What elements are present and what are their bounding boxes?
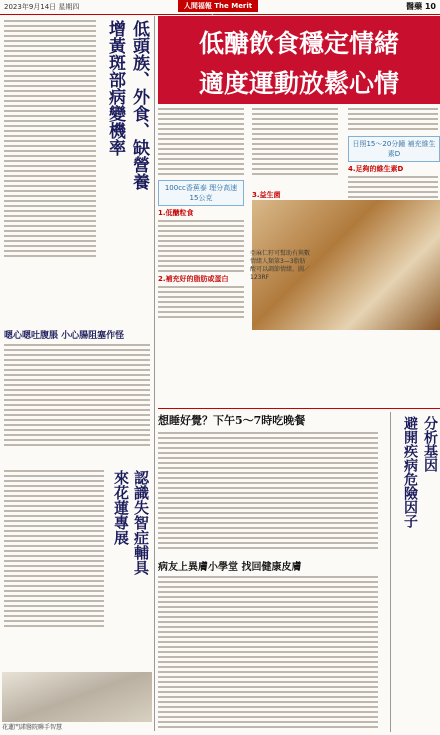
left-subarticle-body xyxy=(4,344,150,449)
dinner-article xyxy=(158,412,388,732)
left-lower-article xyxy=(2,470,152,670)
main-title-block xyxy=(158,16,440,104)
pull-quote-1: 100cc香蕉泰 理分高速15公克 xyxy=(158,180,244,206)
main-body-col1c xyxy=(158,286,244,321)
main-body-col1b xyxy=(158,220,244,275)
column-divider xyxy=(154,16,155,731)
section-head-1: 1.低醣粒食 xyxy=(158,209,194,217)
dementia-exhibit-photo xyxy=(2,672,152,722)
newspaper-logo: 人間福報 The Merit xyxy=(178,0,258,12)
left-headline-1: 低頭族、外食、缺營養 xyxy=(129,20,149,190)
gene-headline-2: 避開疾病危險因子 xyxy=(402,416,418,528)
gene-headline-1: 分析基因 xyxy=(422,416,438,472)
dinner-body xyxy=(158,432,378,552)
section-head-2: 2.補充好的脂肪或蛋白 xyxy=(158,275,229,283)
left-article xyxy=(2,18,152,458)
main-body-col2 xyxy=(252,108,338,178)
dementia-headline-1: 認識失智症輔具 xyxy=(132,470,150,575)
main-title-line1: 低醣飲食穩定情緒 xyxy=(198,29,399,58)
dinner-title: 想睡好覺？下午5～7時吃晚餐 xyxy=(158,414,306,427)
main-body-col1 xyxy=(158,108,244,178)
main-title-line2: 適度運動放鬆心情 xyxy=(198,69,399,98)
dementia-headline-2: 來花蓮專展 xyxy=(112,470,130,545)
issue-date: 2023年9月14日 星期四 xyxy=(4,3,80,11)
left-subhead: 嗯心嗯吐腹脹 小心腸阻塞作怪 xyxy=(4,331,125,341)
atopic-dermatitis-body xyxy=(158,576,378,731)
left-headline-2: 增黃斑部病變機率 xyxy=(105,20,125,156)
section-rule xyxy=(158,408,440,409)
section-head-3: 3.益生菌 xyxy=(252,191,281,199)
pull-quote-2: 日照15～20分鐘 補充維生素D xyxy=(348,136,440,162)
section-label: 醫藥 10 xyxy=(406,2,436,11)
flaxseed-photo-caption: 亞麻仁籽可幫助有與數情緒人類第3—3脂肪酸可以調節情緒。圖／123RF xyxy=(250,250,311,281)
section-head-4: 4.足夠的維生素D xyxy=(348,165,404,173)
atopic-dermatitis-title: 病友上異膚小學堂 找回健康皮膚 xyxy=(158,562,302,573)
gene-article xyxy=(393,412,439,732)
left-article-body xyxy=(4,20,96,260)
right-column-divider xyxy=(390,412,391,732)
masthead xyxy=(0,0,440,15)
main-body-col3 xyxy=(348,108,438,133)
dementia-photo-caption: 花蓮門諾醫院聯手智慧 xyxy=(2,724,63,731)
dementia-body xyxy=(4,470,104,630)
